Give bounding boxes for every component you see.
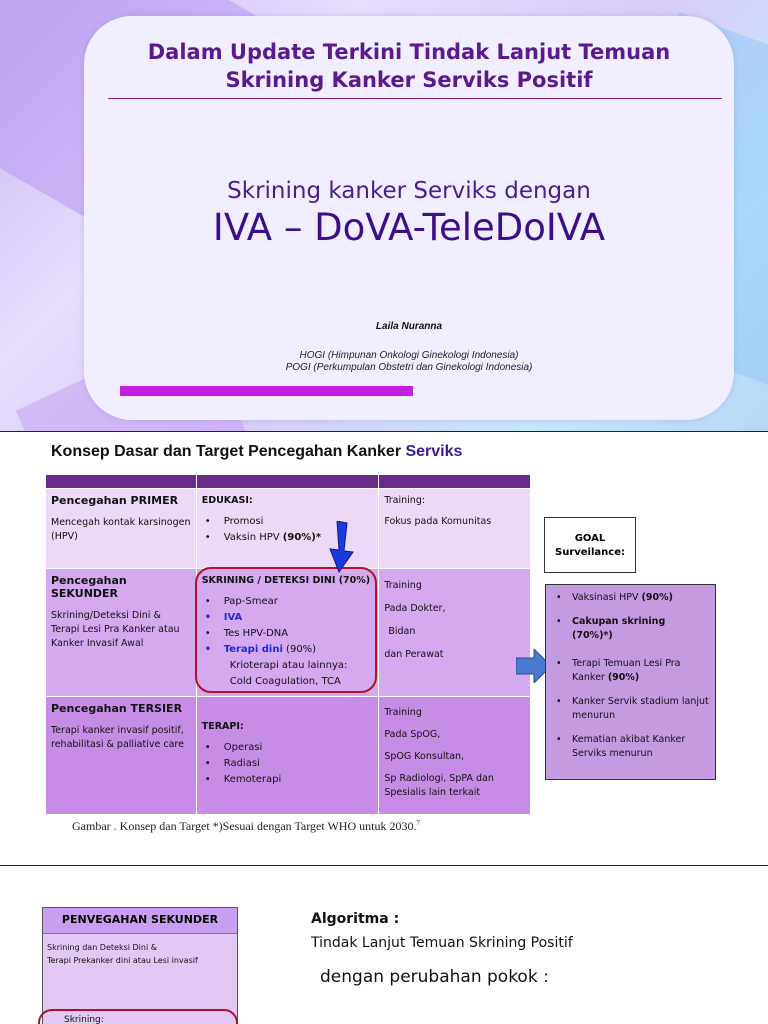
algorithm-slide [0, 867, 768, 1024]
training-line: Pada Dokter, [384, 603, 446, 614]
algorithm-title: Algoritma : [311, 911, 400, 927]
affiliation-pogi: POGI (Perkumpulan Obstetri dan Ginekologi Indonesia) [285, 362, 533, 373]
list-item: • Operasi [202, 740, 374, 756]
item-text: Vaksinasi HPV [572, 592, 642, 603]
surveillance-item [552, 591, 709, 605]
item-bold: Cakupan skrining (70%)*) [572, 616, 666, 641]
row-head: Pencegahan TERSIER [51, 702, 183, 715]
item-bold: (90%) [641, 592, 673, 603]
author-name: Laila Nuranna [375, 321, 443, 332]
list-item: • Kemoterapi [202, 772, 374, 788]
title-prefix: Konsep Dasar dan Target Pencegahan Kanker [51, 443, 406, 460]
arrow-down-icon [328, 521, 354, 573]
surveillance-box [545, 584, 716, 780]
cell-tersier-terapi [196, 697, 379, 815]
cell-tersier-training [379, 697, 531, 815]
title-slide [0, 0, 768, 432]
cell-sekunder-head [46, 569, 197, 697]
slide-title-line2: Skrining Kanker Serviks Positif [225, 68, 593, 92]
skrining-highlight-oval [195, 567, 377, 693]
training-line: dan Perawat [384, 649, 444, 660]
slide-subtitle: Skrining kanker Serviks dengan [227, 178, 591, 204]
sub-text: Krioterapi atau lainnya: [229, 660, 348, 671]
surveillance-item [552, 733, 709, 761]
training-line: SpOG Konsultan, [384, 751, 465, 762]
cell-head: EDUKASI: [201, 495, 253, 506]
row-desc: Terapi kanker invasif positif, rehabilitasi & palliative care [51, 725, 184, 750]
affiliations [84, 350, 734, 374]
row-desc: Mencegah kontak karsinogen (HPV) [51, 517, 191, 542]
sub-text: Cold Coagulation, TCA [229, 676, 341, 687]
list-item: • Tes HPV-DNA [202, 626, 374, 642]
training-text: Fokus pada Komunitas [384, 516, 492, 527]
algorithm-subtitle: Tindak Lanjut Temuan Skrining Positif [311, 935, 573, 951]
training-line: Training [384, 580, 422, 591]
list-item: • Promosi [202, 514, 374, 530]
cell-head: Training: [384, 495, 426, 506]
item-text: Terapi Temuan Lesi Pra Kanker [572, 658, 681, 683]
item-pct: (90%) [282, 644, 317, 655]
training-line: Sp Radiologi, SpPA dan Spesialis lain terkait [384, 773, 494, 798]
row-desc: Skrining/Deteksi Dini & Terapi Lesi Pra Kanker atau Kanker Invasif Awal [51, 610, 180, 649]
skrining-label: Skrining: [64, 1015, 104, 1024]
slide-main-title: IVA – DoVA-TeleDoIVA [212, 206, 606, 249]
training-line: Training [384, 707, 422, 718]
sekunder-box-text [43, 934, 237, 967]
list-item: • Pap-Smear [202, 594, 374, 610]
item-text: Vaksin HPV [223, 532, 280, 543]
list-item: • Radiasi [202, 756, 374, 772]
training-line: Bidan [388, 626, 416, 637]
list-item: • IVA [202, 610, 374, 626]
slide-title-line1: Dalam Update Terkini Tindak Lanjut Temuan [147, 40, 671, 64]
table-row-tersier [46, 697, 531, 815]
sekunder-box-title: PENVEGAHAN SEKUNDER [43, 908, 237, 934]
training-line: Pada SpOG, [384, 729, 441, 740]
goal-label: GOAL [574, 533, 606, 544]
surveillance-item [552, 657, 709, 685]
title-divider [108, 98, 722, 99]
accent-bar [120, 386, 413, 396]
concept-slide-title [51, 443, 462, 461]
table-row-primer [46, 489, 531, 569]
caption-text: Gambar . Konsep dan Target *)Sesuai dengan Target WHO untuk 2030. [72, 819, 417, 833]
caption-ref: 7 [416, 819, 420, 827]
cell-head: TERAPI: [201, 721, 244, 732]
row-head: Pencegahan SEKUNDER [51, 574, 127, 600]
cell-head: SKRINING / DETEKSI DINI (70%) [201, 575, 371, 586]
item-text: Terapi dini [223, 644, 283, 655]
table-header-bar [46, 475, 531, 489]
item-pct: (90%)* [282, 532, 322, 543]
goal-box [544, 517, 636, 573]
figure-caption [72, 819, 420, 834]
surveilance-label: Surveilance: [555, 547, 625, 558]
surveillance-item [552, 615, 709, 643]
affiliation-hogi: HOGI (Himpunan Onkologi Ginekologi Indonesia) [299, 350, 519, 361]
title-highlight: Serviks [405, 443, 463, 460]
cell-tersier-head [46, 697, 197, 815]
item-text: Kanker Servik stadium lanjut menurun [572, 696, 709, 721]
item-text: Kematian akibat Kanker Serviks menurun [572, 734, 686, 759]
item-bold: (90%) [607, 672, 640, 683]
row-head: Pencegahan PRIMER [51, 494, 179, 507]
concept-slide [0, 433, 768, 866]
cell-primer-head [46, 489, 197, 569]
box-line: Skrining dan Deteksi Dini & [47, 943, 157, 952]
cell-primer-training [379, 489, 531, 569]
box-line: Terapi Prekanker dini atau Lesi invasif [47, 956, 198, 965]
surveillance-item [552, 695, 709, 723]
algorithm-note: dengan perubahan pokok : [320, 967, 549, 987]
cell-sekunder-training [379, 569, 531, 697]
sekunder-box [42, 907, 238, 1024]
slide-title [84, 38, 734, 94]
